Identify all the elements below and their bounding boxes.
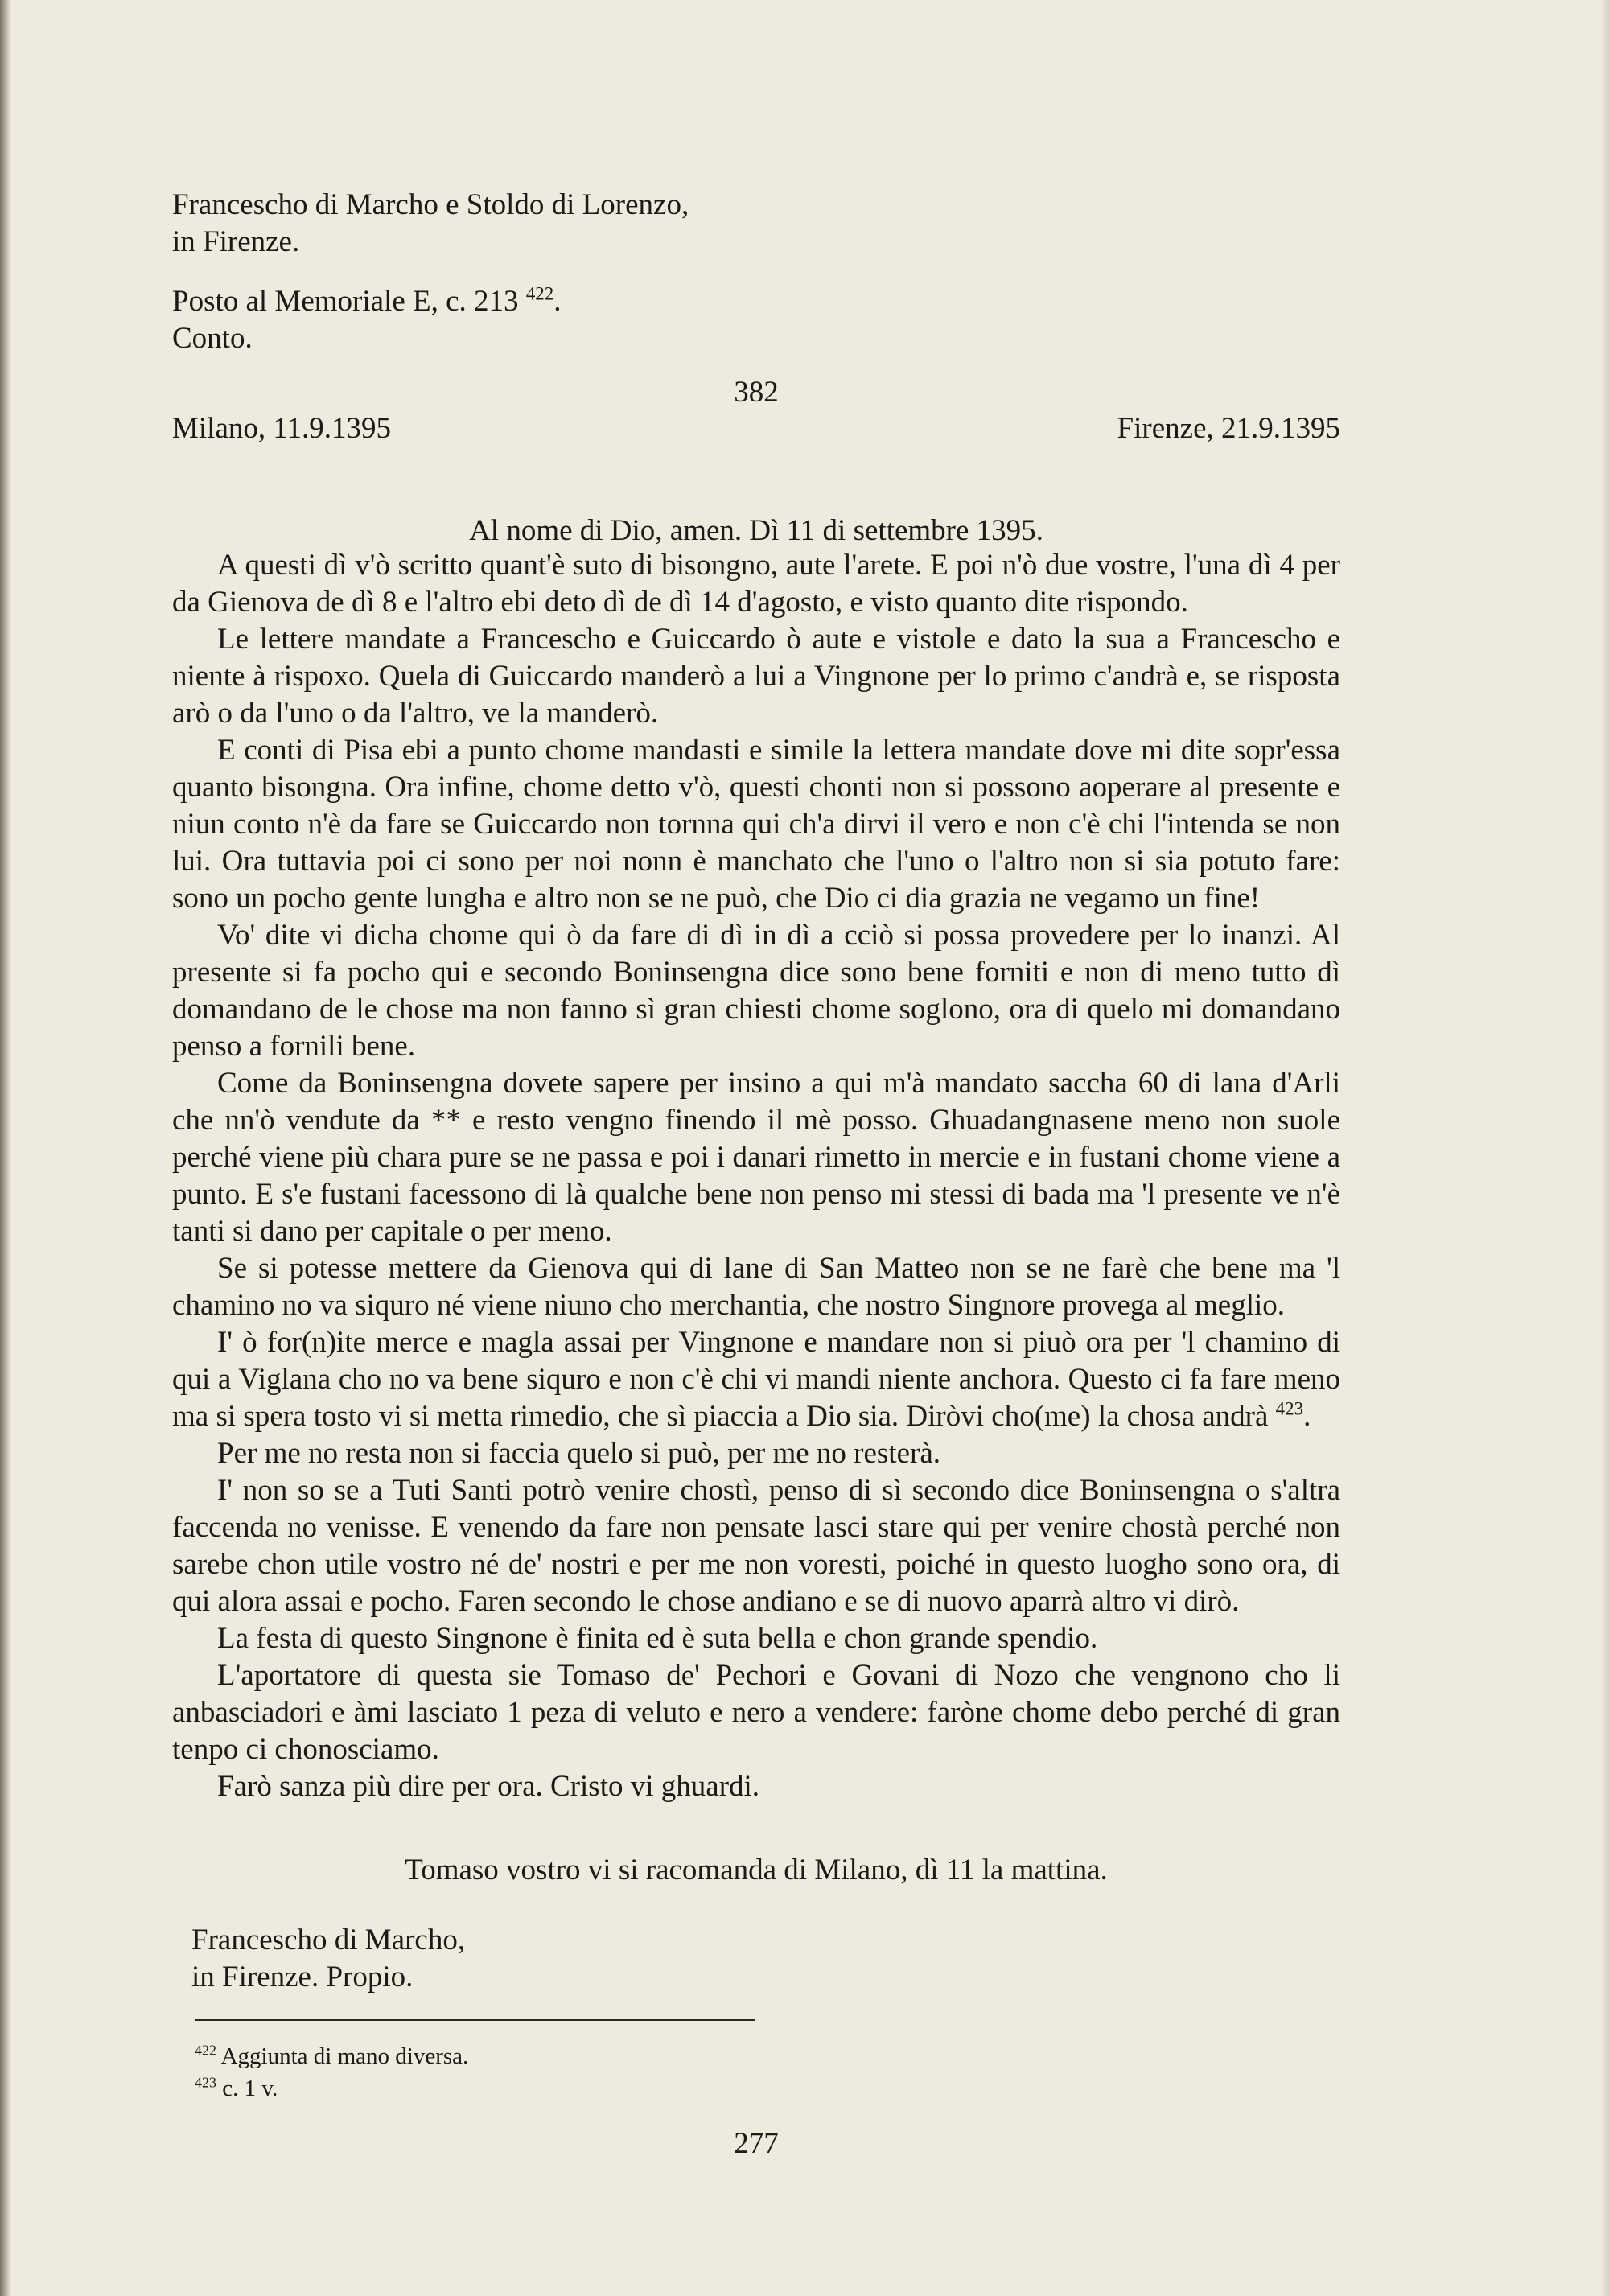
footnote-422 [195, 2040, 1363, 2072]
paragraph-4: Vo' dite vi dicha chome qui ò da fare di dì in dì a cciò si possa provedere per lo inanzi. Al presente si fa pocho qui e secondo Boninsengna dice sono bene forniti e non di meno tutto dì domandano de le chose ma non fanno sì gran chiesti chome soglono, ora di quelo mi domandano penso a fornili bene. [172, 919, 1340, 1063]
paragraph-7-end: . [1303, 1400, 1311, 1433]
recipient-line-1: Francescho di Marcho, [191, 1924, 466, 1957]
letter-opening: Al nome di Dio, amen. Dì 11 di settembre 1395. [469, 514, 1043, 547]
memo-period: . [553, 285, 562, 318]
paragraph-7-text: I' ò for(n)ite merce e magla assai per Vingnone e mandare non si piuò ora per 'l chamino di qui a Viglana cho no va bene siquro e non c'è chi vi mandi niente anchora. Questo ci fa fare meno ma si spera tosto vi si metta rimedio, che sì piaccia a Dio sia. Diròvi cho(me) la chosa andrà [172, 1326, 1340, 1433]
paragraph-10: La festa di questo Singnone è finita ed è suta bella e chon grande spendio. [217, 1622, 1098, 1655]
document-number: 382 [734, 376, 779, 409]
paragraph-1: A questi dì v'ò scritto quant'è suto di bisongno, aute l'arete. E poi n'ò due vostre, l'una dì 4 per da Gienova de dì 8 e l'altro ebi deto dì de dì 14 d'agosto, e visto quanto dite rispondo. [172, 549, 1340, 619]
memo-block [172, 283, 1340, 357]
place-date-row [172, 410, 1340, 447]
paragraph-7 [172, 1324, 1340, 1435]
address-block [172, 187, 1340, 261]
footnote-number: 423 [195, 2074, 216, 2091]
memo-text: Posto al Memoriale E, c. 213 [172, 285, 526, 318]
page-gutter-shadow [0, 0, 11, 2296]
paragraph-12: Farò sanza più dire per ora. Cristo vi ghuardi. [217, 1770, 760, 1803]
paragraph-5: Come da Boninsengna dovete sapere per insino a qui m'à mandato saccha 60 di lana d'Arli che nn'ò vendute da ** e resto vengno finendo il mè posso. Ghuadangnasene meno non suole perché viene più chara pure se ne passa e poi i danari rimetto in mercie e in fustani chome viene a punto. E s'e fustani facessono di là qualche bene non penso mi stessi di bada ma 'l presente ve n'è tanti si dano per capitale o per meno. [172, 1067, 1340, 1248]
page-edge [1601, 0, 1609, 2296]
paragraph-6: Se si potesse mettere da Gienova qui di lane di San Matteo non se ne farè che bene ma 'l chamino no va siquro né viene niuno cho merchantia, che nostro Singnore provega al meglio. [172, 1252, 1340, 1322]
recipient-line-2: in Firenze. Propio. [191, 1961, 414, 1994]
recipient-block [191, 1922, 1360, 1996]
footnote-number: 422 [195, 2042, 216, 2059]
document-page [172, 0, 1340, 2296]
page-number: 277 [734, 2127, 779, 2160]
address-line-1: Francescho di Marcho e Stoldo di Lorenzo, [172, 188, 689, 221]
memo-line-1 [172, 283, 1340, 320]
place-date-right: Firenze, 21.9.1395 [1117, 412, 1340, 445]
paragraph-9: I' non so se a Tuti Santi potrò venire chostì, penso di sì secondo dice Boninsengna o s'altra faccenda no venisse. E venendo da fare non pensate lasci stare qui per venire chostà perché non sarebe chon utile vostro né de' nostri e per me non voresti, poiché in questo luogho sono ora, di qui alora assai e pocho. Faren secondo le chose andiano e se di nuovo aparrà altro vi dirò. [172, 1474, 1340, 1618]
footnote-423 [195, 2072, 1363, 2105]
footnotes [195, 2040, 1363, 2105]
paragraph-2: Le lettere mandate a Francescho e Guiccardo ò aute e vistole e dato la sua a Francescho e niente à rispoxo. Quela di Guiccardo manderò a lui a Vingnone per lo primo c'andrà e, se risposta arò o da l'uno o da l'altro, ve la manderò. [172, 623, 1340, 730]
place-date-left: Milano, 11.9.1395 [172, 412, 392, 445]
letter-closing: Tomaso vostro vi si racomanda di Milano, dì 11 la mattina. [405, 1854, 1108, 1887]
footnote-ref-423: 423 [1275, 1398, 1304, 1419]
footnote-text: c. 1 v. [216, 2076, 278, 2101]
footnote-ref-422: 422 [525, 283, 554, 304]
letter-body [172, 547, 1340, 1805]
footnote-separator [195, 2019, 755, 2021]
paragraph-3: E conti di Pisa ebi a punto chome mandasti e simile la lettera mandate dove mi dite sopr'essa quanto bisongna. Ora infine, chome detto v'ò, questi chonti non si possono aoperare al presente e niun conto n'è da fare se Guiccardo non tornna qui ch'a dirvi il vero e non c'è chi l'intenda se non lui. Ora tuttavia poi ci sono per noi nonn è manchato che l'uno o l'altro non si sia potuto fare: sono un pocho gente lungha e altro non se ne può, che Dio ci dia grazia ne vegamo un fine! [172, 734, 1340, 915]
paragraph-8: Per me no resta non si faccia quelo si può, per me no resterà. [217, 1437, 941, 1470]
memo-line-2: Conto. [172, 322, 253, 355]
paragraph-11: L'aportatore di questa sie Tomaso de' Pechori e Govani di Nozo che vengnono cho li anbasciadori e àmi lasciato 1 peza di veluto e nero a vendere: faròne chome debo perché di gran tenpo ci chonosciamo. [172, 1659, 1340, 1766]
address-line-2: in Firenze. [172, 225, 300, 258]
footnote-text: Aggiunta di mano diversa. [216, 2043, 469, 2069]
